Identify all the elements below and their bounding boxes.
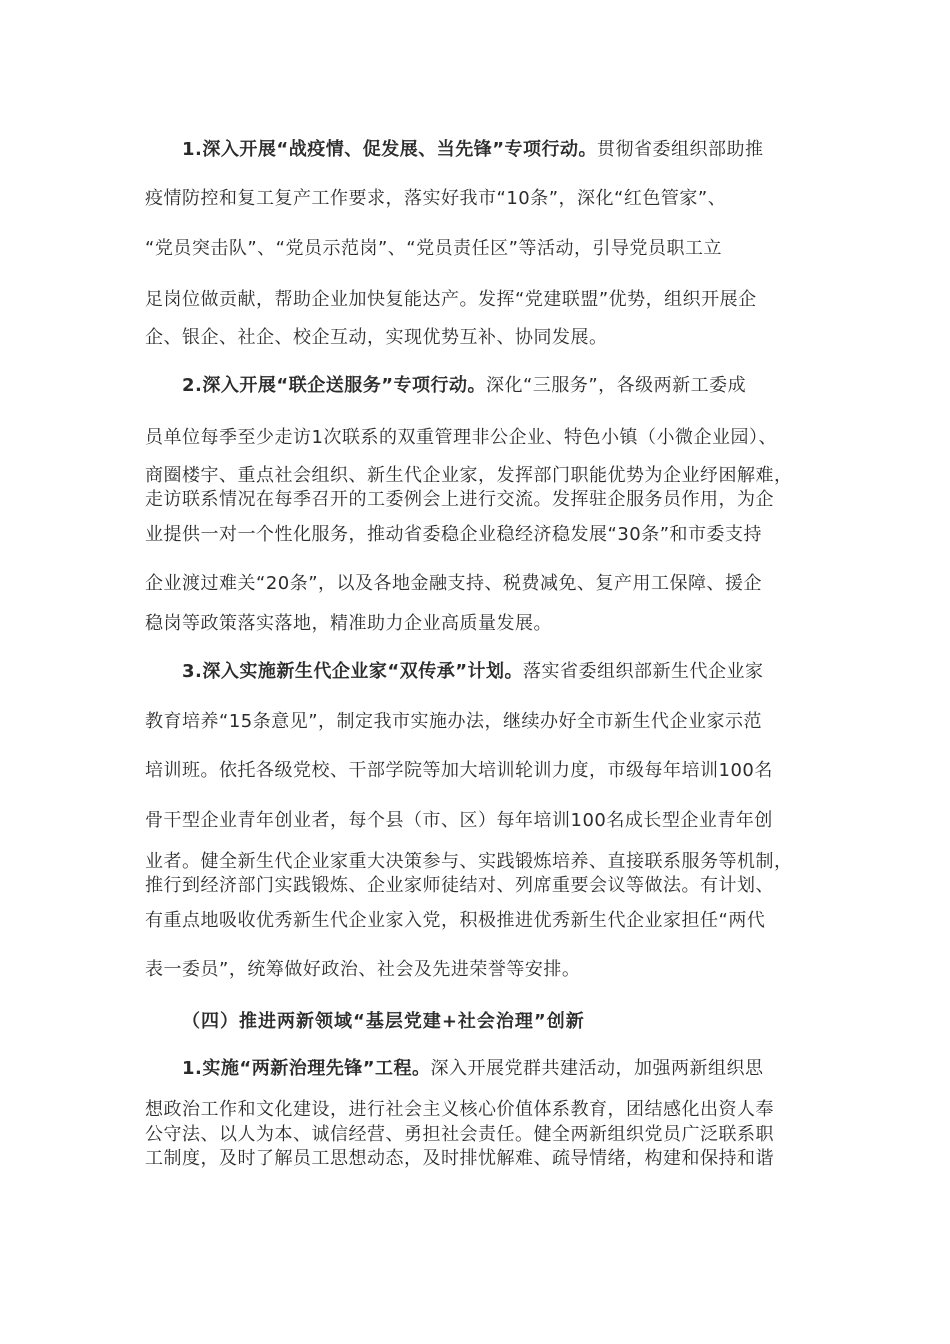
text-line: 表一委员”，统筹做好政治、社会及先进荣誉等安排。 bbox=[145, 959, 581, 980]
text-line: 工制度，及时了解员工思想动态，及时排忧解难、疏导情绪，构建和保持和谐 bbox=[145, 1148, 774, 1169]
text-line: 足岗位做贡献，帮助企业加快复能达产。发挥“党建联盟”优势，组织开展企 bbox=[145, 289, 757, 310]
paragraph-4-lead: 1.实施“两新治理先锋”工程。 bbox=[182, 1058, 431, 1079]
text-line: 业提供一对一个性化服务，推动省委稳企业稳经济稳发展“30条”和市委支持 bbox=[145, 524, 763, 545]
paragraph-2-lead: 2.深入开展“联企送服务”专项行动。 bbox=[182, 375, 487, 396]
paragraph-3-text: 落实省委组织部新生代企业家 bbox=[523, 661, 764, 682]
paragraph-3-lead: 3.深入实施新生代企业家“双传承”计划。 bbox=[182, 661, 524, 682]
paragraph-2-first-line bbox=[182, 374, 813, 398]
text-line: 走访联系情况在每季召开的工委例会上进行交流。发挥驻企服务员作用，为企 bbox=[145, 489, 774, 510]
paragraph-4-text: 深入开展党群共建活动，加强两新组织思 bbox=[430, 1058, 764, 1079]
text-line: 业者。健全新生代企业家重大决策参与、实践锻炼培养、直接联系服务等机制， bbox=[145, 851, 793, 872]
text-line: 有重点地吸收优秀新生代企业家入党，积极推进优秀新生代企业家担任“两代 bbox=[145, 910, 766, 931]
paragraph-1-first-line bbox=[182, 138, 813, 162]
text-line: 疫情防控和复工复产工作要求，落实好我市“10条”，深化“红色管家”、 bbox=[145, 188, 727, 209]
paragraph-2-text: 深化“三服务”，各级两新工委成 bbox=[486, 375, 747, 396]
section-heading: （四）推进两新领域“基层党建+社会治理”创新 bbox=[182, 1011, 585, 1032]
text-line: 企、银企、社企、校企互动，实现优势互补、协同发展。 bbox=[145, 327, 608, 348]
text-line: 骨干型企业青年创业者，每个县（市、区）每年培训100名成长型企业青年创 bbox=[145, 810, 773, 831]
text-line: 推行到经济部门实践锻炼、企业家师徒结对、列席重要会议等做法。有计划、 bbox=[145, 875, 774, 896]
text-line: 公守法、以人为本、诚信经营、勇担社会责任。健全两新组织党员广泛联系职 bbox=[145, 1124, 774, 1145]
text-line: 商圈楼宇、重点社会组织、新生代企业家，发挥部门职能优势为企业纾困解难， bbox=[145, 465, 793, 486]
text-line: 教育培养“15条意见”，制定我市实施办法，继续办好全市新生代企业家示范 bbox=[145, 711, 763, 732]
text-line: “党员突击队”、“党员示范岗”、“党员责任区”等活动，引导党员职工立 bbox=[145, 238, 722, 259]
text-line: 想政治工作和文化建设，进行社会主义核心价值体系教育，团结感化出资人奉 bbox=[145, 1099, 774, 1120]
text-line: 培训班。依托各级党校、干部学院等加大培训轮训力度，市级每年培训100名 bbox=[145, 760, 773, 781]
text-line: 稳岗等政策落实落地，精准助力企业高质量发展。 bbox=[145, 613, 552, 634]
paragraph-1-text: 贯彻省委组织部助推 bbox=[597, 139, 764, 160]
paragraph-3-first-line bbox=[182, 660, 813, 684]
paragraph-4-first-line bbox=[182, 1057, 813, 1081]
paragraph-1-lead: 1.深入开展“战疫情、促发展、当先锋”专项行动。 bbox=[182, 139, 598, 160]
text-line: 企业渡过难关“20条”，以及各地金融支持、税费减免、复产用工保障、援企 bbox=[145, 573, 763, 594]
text-line: 员单位每季至少走访1次联系的双重管理非公企业、特色小镇（小微企业园）、 bbox=[145, 427, 777, 448]
